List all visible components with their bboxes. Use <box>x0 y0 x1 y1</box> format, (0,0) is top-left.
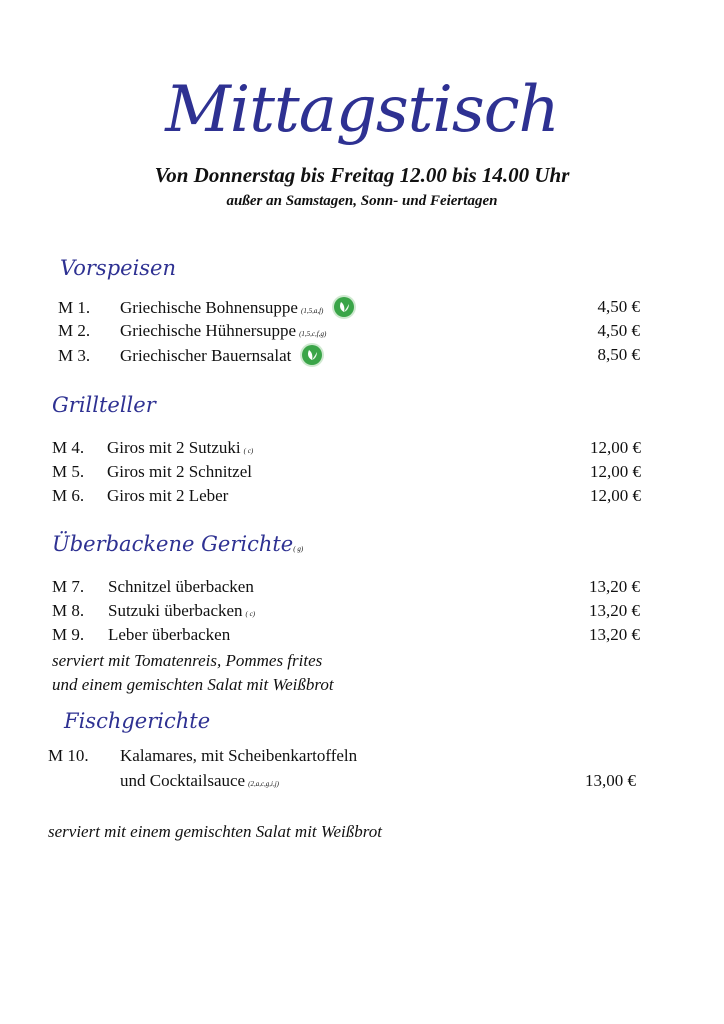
item-code: M 10. <box>48 746 89 765</box>
item-price: 12,00 € <box>590 462 641 481</box>
item-code: M 1. <box>58 298 91 317</box>
item-name: und Cocktailsauce <box>120 771 246 790</box>
item-name: Griechische Hühnersuppe <box>120 321 297 340</box>
serving-note: und einem gemischten Salat mit Weißbrot <box>52 675 334 694</box>
section-heading-vorspeisen: Vorspeisen <box>60 256 177 280</box>
page-title: Mittagstisch <box>165 73 559 147</box>
item-price: 8,50 € <box>597 345 640 364</box>
item-code: M 8. <box>52 601 85 620</box>
item-code: M 7. <box>52 577 85 596</box>
item-code: M 4. <box>52 438 85 457</box>
item-price: 12,00 € <box>590 486 641 505</box>
opening-exceptions: außer an Samstagen, Sonn- und Feiertagen <box>226 193 498 209</box>
item-allergens: (1,5,a,f) <box>300 307 324 315</box>
item-code: M 5. <box>52 462 85 481</box>
item-name: Kalamares, mit Scheibenkartoffeln <box>120 746 358 765</box>
item-price: 13,20 € <box>589 577 640 596</box>
item-allergens: ( c) <box>243 447 254 455</box>
item-price: 4,50 € <box>597 297 640 316</box>
menu-item <box>52 438 253 458</box>
item-allergens: (2,a,c,g,i,j) <box>248 780 280 788</box>
menu-item <box>58 297 354 318</box>
item-code: M 6. <box>52 486 85 505</box>
vegan-leaf-icon <box>302 345 322 365</box>
item-allergens: ( c) <box>245 610 256 618</box>
item-price: 13,20 € <box>589 601 640 620</box>
serving-note: serviert mit einem gemischten Salat mit Weißbrot <box>48 822 382 841</box>
item-name: Schnitzel überbacken <box>108 577 254 596</box>
menu-item <box>48 746 357 766</box>
item-name: Giros mit 2 Schnitzel <box>107 462 252 481</box>
item-price: 13,00 € <box>585 771 636 790</box>
item-name: Giros mit 2 Sutzuki <box>107 438 241 457</box>
section-heading-text: Überbackene Gerichte <box>52 532 294 556</box>
item-name: Leber überbacken <box>108 625 231 644</box>
item-name: Griechische Bohnensuppe <box>120 298 298 317</box>
item-name: Sutzuki überbacken <box>108 601 243 620</box>
item-price: 13,20 € <box>589 625 640 644</box>
section-heading-grillteller: Grillteller <box>52 393 156 417</box>
menu-item <box>58 321 326 341</box>
menu-item-continued <box>120 771 279 791</box>
item-name: Griechischer Bauernsalat <box>120 346 292 365</box>
serving-note: serviert mit Tomatenreis, Pommes frites <box>52 651 323 670</box>
menu-item <box>52 601 255 621</box>
section-heading-fisch: Fischgerichte <box>64 709 211 733</box>
menu-item <box>52 486 228 506</box>
item-name: Giros mit 2 Leber <box>107 486 229 505</box>
item-code: M 9. <box>52 625 85 644</box>
section-heading-ueberbacken <box>52 532 303 556</box>
item-allergens: (1,5,c,f,g) <box>299 330 327 338</box>
vegan-leaf-icon <box>334 297 354 317</box>
menu-item <box>52 462 252 482</box>
item-code: M 3. <box>58 346 91 365</box>
item-price: 4,50 € <box>597 321 640 340</box>
menu-item <box>52 577 254 597</box>
section-heading-allergens: ( g) <box>293 545 304 553</box>
item-code: M 2. <box>58 321 91 340</box>
menu-item <box>52 625 230 645</box>
opening-hours: Von Donnerstag bis Freitag 12.00 bis 14.00 Uhr <box>154 163 570 187</box>
item-price: 12,00 € <box>590 438 641 457</box>
menu-item <box>58 345 322 366</box>
